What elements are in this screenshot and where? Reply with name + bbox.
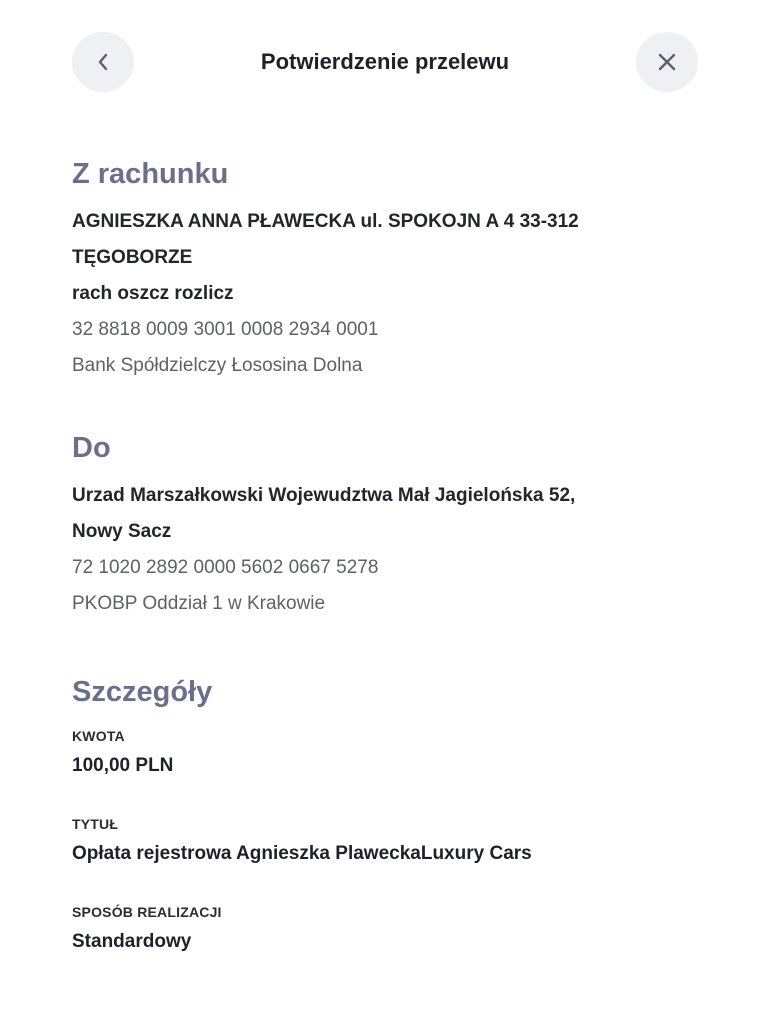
back-button[interactable] xyxy=(72,32,134,92)
page-title: Potwierdzenie przelewu xyxy=(260,49,510,74)
from-bank-name: Bank Spółdzielczy Łososina Dolna xyxy=(72,355,363,376)
to-recipient-name: Urzad Marszałkowski Wojewudztwa Mał Jagielońska 52, xyxy=(72,485,576,506)
details-section xyxy=(72,668,708,960)
from-section-title: Z rachunku xyxy=(72,158,229,190)
method-label: SPOSÓB REALIZACJI xyxy=(72,904,222,920)
to-recipient-city: Nowy Sacz xyxy=(72,521,172,542)
details-section-title: Szczegóły xyxy=(72,676,213,708)
to-account-section xyxy=(72,424,708,622)
amount-value: 100,00 PLN xyxy=(72,755,174,776)
to-section-title: Do xyxy=(72,432,111,464)
amount-detail xyxy=(72,724,708,784)
content xyxy=(72,150,708,960)
from-account-name: rach oszcz rozlicz xyxy=(72,283,234,304)
close-icon xyxy=(657,52,677,72)
amount-label: KWOTA xyxy=(72,728,125,744)
to-bank-name: PKOBP Oddział 1 w Krakowie xyxy=(72,593,326,614)
transfer-title-value: Opłata rejestrowa Agnieszka PlaweckaLuxury Cars xyxy=(72,843,532,864)
from-account-block xyxy=(72,204,708,384)
from-holder-name: AGNIESZKA ANNA PŁAWECKA ul. SPOKOJN A 4 33-312 xyxy=(72,211,579,232)
to-account-block xyxy=(72,478,708,622)
from-account-number: 32 8818 0009 3001 0008 2934 0001 xyxy=(72,319,379,340)
chevron-left-icon xyxy=(96,52,110,72)
header xyxy=(72,32,698,92)
transfer-title-label: TYTUŁ xyxy=(72,816,119,832)
method-value: Standardowy xyxy=(72,931,192,952)
from-account-section xyxy=(72,150,708,384)
method-detail xyxy=(72,900,708,960)
close-button[interactable] xyxy=(636,32,698,92)
to-account-number: 72 1020 2892 0000 5602 0667 5278 xyxy=(72,557,379,578)
from-holder-city: TĘGOBORZE xyxy=(72,247,193,268)
title-detail xyxy=(72,812,708,872)
